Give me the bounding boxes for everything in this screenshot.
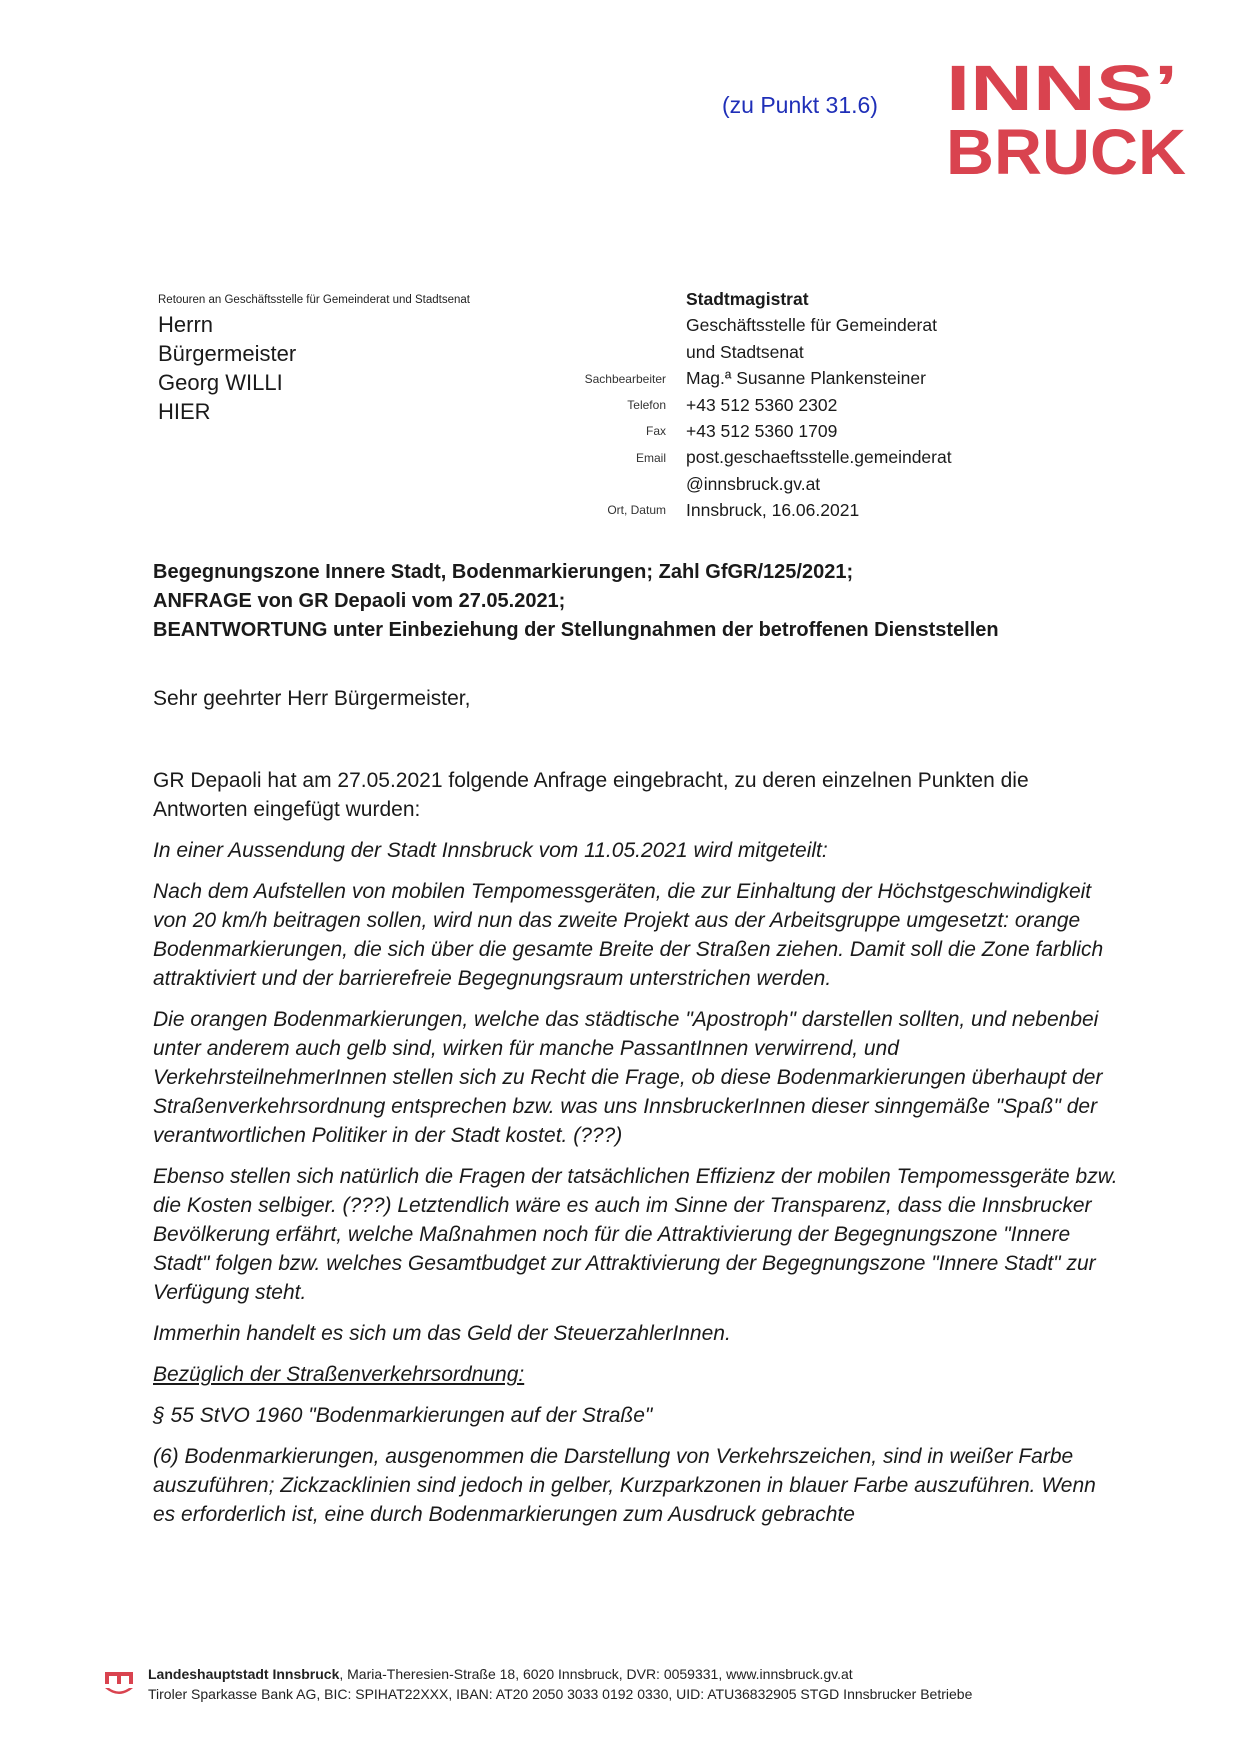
reference-note: (zu Punkt 31.6)	[722, 92, 878, 118]
section-heading: Bezüglich der Straßenverkehrsordnung:	[153, 1363, 525, 1386]
law-text: (6) Bodenmarkierungen, ausgenommen die Darstellung von Verkehrszeichen, sind in weißer Farbe auszuführen; Zickzacklinien sind jedoch in gelber, Kurzparkzonen in blauer Farbe auszuführen. Wenn es erforderlich ist, eine durch Bodenmarkierungen zum Ausdruck gebrachte	[153, 1445, 1096, 1526]
label-place-date: Ort, Datum	[607, 503, 666, 517]
quote-paragraph: Nach dem Aufstellen von mobilen Tempomessgeräten, die zur Einhaltung der Höchstgeschwindigkeit von 20 km/h beitragen sollen, wird nun das zweite Projekt aus der Arbeitsgruppe umgesetzt: orange Bodenmarkierungen, die sich über die gesamte Breite der Straßen ziehen. Damit soll die Zone farblich attraktiviert und der barrierefreie Begegnungsraum unterstrichen werden.	[153, 880, 1104, 990]
subject-block	[153, 558, 999, 645]
quote-paragraph: Ebenso stellen sich natürlich die Fragen der tatsächlichen Effizienz der mobilen Tempomessgeräte bzw. die Kosten selbiger. (???) Letztendlich wäre es auch im Sinne der Transparenz, dass die Innsbrucker Bevölkerung erfährt, welche Maßnahmen noch für die Attraktivierung der Begegnungszone "Innere Stadt" folgen bzw. welches Gesamtbudget zur Attraktivierung der Begegnungszone "Innere Stadt" zur Verfügung steht.	[153, 1165, 1118, 1304]
footer-city: Landeshauptstadt Innsbruck	[148, 1666, 340, 1682]
quote-paragraph: Die orangen Bodenmarkierungen, welche das städtische "Apostroph" darstellen sollten, und nebenbei unter anderem auch gelb sind, wirken für manche PassantInnen verwirrend, und VerkehrsteilnehmerInnen stellen sich zu Recht die Frage, ob diese Bodenmarkierungen überhaupt der Straßenverkehrsordnung entsprechen bzw. was uns InnsbruckerInnen dieser sinngemäße "Spaß" der verantwortlichen Politiker in der Stadt kostet. (???)	[153, 1008, 1103, 1147]
label-phone: Telefon	[627, 398, 666, 412]
recipient-line: Georg WILLI	[158, 370, 283, 395]
innsbruck-logo	[946, 56, 1192, 180]
sender-clerk: Mag.ª Susanne Plankensteiner	[686, 368, 926, 389]
recipient-line: HIER	[158, 399, 211, 424]
sender-phone: +43 512 5360 2302	[686, 394, 838, 415]
footer-address: , Maria-Theresien-Straße 18, 6020 Innsbruck, DVR: 0059331, www.innsbruck.gv.at	[339, 1666, 853, 1682]
recipient-line: Herrn	[158, 312, 214, 337]
sender-dept: Geschäftsstelle für Gemeinderat	[686, 315, 937, 336]
label-fax: Fax	[645, 424, 666, 438]
recipient-line: Bürgermeister	[158, 341, 297, 366]
label-clerk: Sachbearbeiter	[584, 372, 666, 386]
sender-dept: und Stadtsenat	[686, 341, 804, 362]
sender-block	[686, 286, 952, 524]
quote-lead: In einer Aussendung der Stadt Innsbruck vom 11.05.2021 wird mitgeteilt:	[153, 839, 828, 862]
sender-place-date: Innsbruck, 16.06.2021	[686, 500, 860, 521]
city-emblem-icon	[104, 1670, 134, 1700]
recipient-address	[158, 310, 296, 426]
label-email: Email	[635, 451, 666, 465]
return-address-line: Retouren an Geschäftsstelle für Gemeinderat und Stadtsenat	[158, 294, 470, 306]
footer-text	[148, 1664, 972, 1704]
quote-paragraph: Immerhin handelt es sich um das Geld der SteuerzahlerInnen.	[153, 1322, 731, 1345]
sender-org: Stadtmagistrat	[686, 289, 809, 309]
sender-email: @innsbruck.gv.at	[686, 473, 821, 494]
salutation: Sehr geehrter Herr Bürgermeister,	[153, 687, 471, 710]
intro-paragraph: GR Depaoli hat am 27.05.2021 folgende Anfrage eingebracht, zu deren einzelnen Punkten die Antworten eingefügt wurden:	[153, 769, 1029, 821]
footer-bank: Tiroler Sparkasse Bank AG, BIC: SPIHAT22XXX, IBAN: AT20 2050 3033 0192 0330, UID: ATU36832905 STGD Innsbrucker Betriebe	[148, 1686, 973, 1702]
svg-text:INNS’: INNS’	[946, 56, 1178, 124]
sender-fax: +43 512 5360 1709	[686, 421, 838, 442]
svg-text:BRUCK: BRUCK	[946, 116, 1186, 180]
letter-body	[153, 766, 1123, 1541]
sender-email: post.geschaeftsstelle.gemeinderat	[686, 447, 952, 468]
subject-line: BEANTWORTUNG unter Einbeziehung der Stellungnahmen der betroffenen Dienststellen	[153, 619, 999, 641]
law-title: § 55 StVO 1960 "Bodenmarkierungen auf der Straße"	[153, 1404, 653, 1427]
subject-line: ANFRAGE von GR Depaoli vom 27.05.2021;	[153, 590, 566, 612]
subject-line: Begegnungszone Innere Stadt, Bodenmarkierungen; Zahl GfGR/125/2021;	[153, 561, 854, 583]
